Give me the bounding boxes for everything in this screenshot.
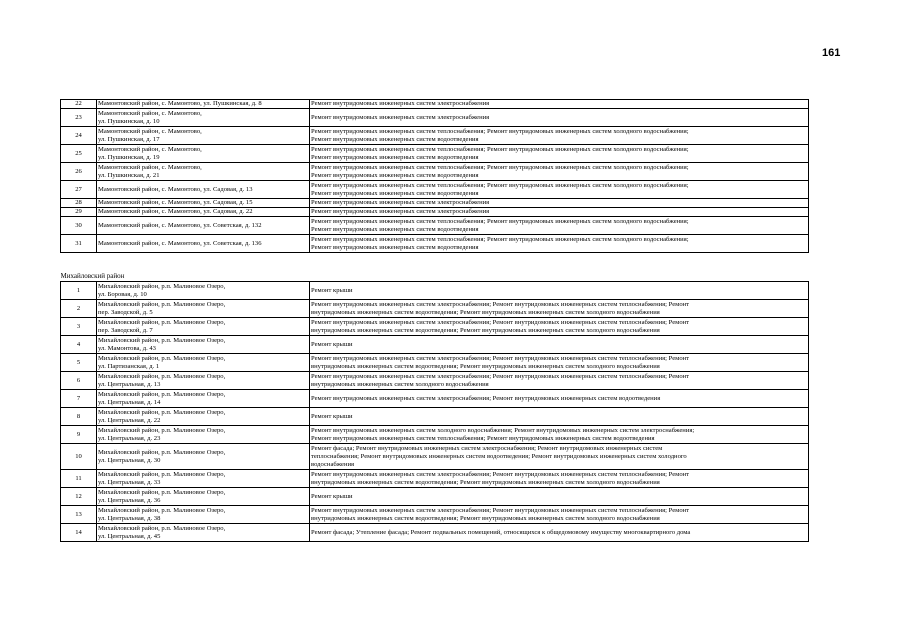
row-number: 30 [61, 217, 97, 235]
address-line: ул. Центральная, д. 36 [98, 496, 161, 504]
address-line: Михайловский район, р.п. Малиновое Озеро, [98, 488, 226, 496]
row-number: 7 [61, 390, 97, 408]
address-line: Михайловский район, р.п. Малиновое Озеро, [98, 282, 226, 290]
address-line: Михайловский район, р.п. Малиновое Озеро, [98, 448, 226, 456]
row-number: 12 [61, 488, 97, 506]
work-type-line: Ремонт крыши [311, 492, 353, 500]
work-type-line: Ремонт внутридомовых инженерных систем водоотведения [311, 225, 479, 233]
table-row [61, 506, 809, 524]
address-cell [97, 282, 310, 300]
address-line: Михайловский район, р.п. Малиновое Озеро, [98, 336, 226, 344]
row-number: 2 [61, 300, 97, 318]
row-number: 24 [61, 127, 97, 145]
work-types-cell [310, 318, 809, 336]
table-row [61, 372, 809, 390]
address-cell [97, 470, 310, 488]
address-line: Мамонтовский район, с. Мамонтово, ул. Советская, д. 132 [98, 221, 262, 229]
work-types-cell [310, 408, 809, 426]
work-types-cell [310, 127, 809, 145]
repair-register-table [60, 99, 809, 542]
table-row [61, 470, 809, 488]
work-types-cell [310, 208, 809, 217]
address-line: Мамонтовский район, с. Мамонтово, ул. Садовая, д. 13 [98, 185, 253, 193]
work-type-line: Ремонт внутридомовых инженерных систем водоотведения [311, 135, 479, 143]
row-number: 28 [61, 199, 97, 208]
work-types-cell [310, 390, 809, 408]
address-line: Михайловский район, р.п. Малиновое Озеро, [98, 300, 226, 308]
table-row [61, 408, 809, 426]
row-number: 10 [61, 444, 97, 470]
table-row [61, 145, 809, 163]
work-types-cell [310, 354, 809, 372]
address-cell [97, 488, 310, 506]
address-cell [97, 408, 310, 426]
row-number: 26 [61, 163, 97, 181]
table-row [61, 318, 809, 336]
work-types-cell [310, 524, 809, 542]
address-line: ул. Пушкинская, д. 10 [98, 117, 160, 125]
work-type-line: Ремонт внутридомовых инженерных систем электроснабжения [311, 199, 490, 206]
work-type-line: внутридомовых инженерных систем водоотведения; Ремонт внутридомовых инженерных систем холодного водоснабжения [311, 326, 660, 334]
work-type-line: Ремонт внутридомовых инженерных систем теплоснабжения; Ремонт внутридомовых инженерных систем холодного водоснабжения; [311, 235, 689, 243]
work-type-line: Ремонт крыши [311, 412, 353, 420]
work-types-cell [310, 217, 809, 235]
address-line: ул. Пушкинская, д. 19 [98, 153, 160, 161]
table-row [61, 181, 809, 199]
address-line: ул. Центральная, д. 45 [98, 532, 161, 540]
work-types-cell [310, 235, 809, 253]
address-line: ул. Боровая, д. 10 [98, 290, 147, 298]
work-type-line: Ремонт внутридомовых инженерных систем электроснабжения [311, 208, 490, 215]
row-number: 13 [61, 506, 97, 524]
address-cell [97, 145, 310, 163]
address-line: ул. Центральная, д. 13 [98, 380, 161, 388]
address-line: ул. Партизанская, д. 1 [98, 362, 160, 370]
table-row [61, 354, 809, 372]
address-line: ул. Мамонтова, д. 43 [98, 344, 156, 352]
work-type-line: Ремонт крыши [311, 340, 353, 348]
address-cell [97, 163, 310, 181]
work-type-line: внутридомовых инженерных систем водоотведения; Ремонт внутридомовых инженерных систем холодного водоснабжения [311, 514, 660, 522]
work-type-line: Ремонт внутридомовых инженерных систем электроснабжения; Ремонт внутридомовых инженерных систем теплоснабжения; Ремонт [311, 300, 690, 308]
address-cell [97, 300, 310, 318]
address-line: Мамонтовский район, с. Мамонтово, [98, 145, 202, 153]
address-cell [97, 390, 310, 408]
spacer-row [61, 253, 809, 271]
work-types-cell [310, 181, 809, 199]
address-line: Михайловский район, р.п. Малиновое Озеро, [98, 506, 226, 514]
work-type-line: Ремонт внутридомовых инженерных систем водоотведения [311, 153, 479, 161]
row-number: 22 [61, 100, 97, 109]
address-line: ул. Центральная, д. 22 [98, 416, 161, 424]
row-number: 5 [61, 354, 97, 372]
work-types-cell [310, 199, 809, 208]
district-name: Михайловский район [60, 271, 125, 280]
work-types-cell [310, 426, 809, 444]
table-row [61, 127, 809, 145]
page-number: 161 [822, 47, 841, 59]
table-row [61, 100, 809, 109]
table-row [61, 426, 809, 444]
work-types-cell [310, 444, 809, 470]
work-type-line: Ремонт внутридомовых инженерных систем электроснабжения [311, 113, 490, 121]
address-line: Мамонтовский район, с. Мамонтово, [98, 127, 202, 135]
table-row [61, 163, 809, 181]
table-row [61, 488, 809, 506]
address-line: ул. Центральная, д. 38 [98, 514, 161, 522]
work-type-line: Ремонт внутридомовых инженерных систем теплоснабжения; Ремонт внутридомовых инженерных систем холодного водоснабжения; [311, 127, 689, 135]
work-type-line: теплоснабжения; Ремонт внутридомовых инженерных систем водоотведения; Ремонт внутридомовых инженерных систем холодного [311, 452, 687, 460]
work-type-line: Ремонт внутридомовых инженерных систем теплоснабжения; Ремонт внутридомовых инженерных систем холодного водоснабжения; [311, 217, 689, 225]
address-line: ул. Пушкинская, д. 17 [98, 135, 160, 143]
address-line: Михайловский район, р.п. Малиновое Озеро, [98, 354, 226, 362]
address-line: Михайловский район, р.п. Малиновое Озеро, [98, 524, 226, 532]
table-row [61, 199, 809, 208]
address-cell [97, 506, 310, 524]
work-type-line: Ремонт фасада; Ремонт внутридомовых инженерных систем электроснабжения; Ремонт внутридомовых инженерных систем [311, 444, 663, 452]
spacer-cell [61, 253, 809, 271]
address-line: Мамонтовский район, с. Мамонтово, ул. Пушкинская, д. 8 [98, 100, 262, 107]
work-type-line: внутридомовых инженерных систем водоотведения; Ремонт внутридомовых инженерных систем холодного водоснабжения [311, 308, 660, 316]
address-line: Мамонтовский район, с. Мамонтово, ул. Советская, д. 136 [98, 239, 262, 247]
work-type-line: Ремонт фасада; Утепление фасада; Ремонт подвальных помещений, относящихся к общедомовому имуществу многоквартирного дома [311, 528, 691, 536]
row-number: 23 [61, 109, 97, 127]
work-type-line: Ремонт внутридомовых инженерных систем электроснабжения; Ремонт внутридомовых инженерных систем теплоснабжения; Ремонт [311, 354, 690, 362]
work-types-cell [310, 282, 809, 300]
work-type-line: Ремонт внутридомовых инженерных систем электроснабжения; Ремонт внутридомовых инженерных систем теплоснабжения; Ремонт [311, 470, 690, 478]
table-row [61, 524, 809, 542]
address-line: ул. Центральная, д. 14 [98, 398, 161, 406]
work-type-line: Ремонт внутридомовых инженерных систем водоотведения [311, 243, 479, 251]
address-cell [97, 235, 310, 253]
work-types-cell [310, 488, 809, 506]
row-number: 31 [61, 235, 97, 253]
address-cell [97, 208, 310, 217]
work-type-line: Ремонт внутридомовых инженерных систем водоотведения [311, 189, 479, 197]
table-row [61, 336, 809, 354]
row-number: 9 [61, 426, 97, 444]
work-type-line: водоснабжения [311, 460, 355, 468]
address-line: Мамонтовский район, с. Мамонтово, ул. Садовая, д. 15 [98, 199, 253, 206]
address-line: ул. Центральная, д. 30 [98, 456, 161, 464]
table-row [61, 235, 809, 253]
address-cell [97, 336, 310, 354]
row-number: 27 [61, 181, 97, 199]
address-cell [97, 444, 310, 470]
address-cell [97, 127, 310, 145]
work-type-line: Ремонт внутридомовых инженерных систем теплоснабжения; Ремонт внутридомовых инженерных систем холодного водоснабжения; [311, 163, 689, 171]
address-cell [97, 318, 310, 336]
table-row [61, 217, 809, 235]
table-row [61, 109, 809, 127]
table-row [61, 208, 809, 217]
table-row [61, 390, 809, 408]
work-type-line: внутридомовых инженерных систем холодного водоснабжения [311, 380, 489, 388]
work-types-cell [310, 145, 809, 163]
address-cell [97, 426, 310, 444]
address-cell [97, 109, 310, 127]
work-types-cell [310, 336, 809, 354]
work-type-line: Ремонт внутридомовых инженерных систем электроснабжения; Ремонт внутридомовых инженерных систем водоотведения [311, 394, 661, 402]
address-line: Михайловский район, р.п. Малиновое Озеро, [98, 470, 226, 478]
address-cell [97, 100, 310, 109]
address-line: пер. Заводской, д. 5 [98, 308, 153, 316]
work-type-line: Ремонт внутридомовых инженерных систем электроснабжения [311, 100, 490, 107]
address-cell [97, 372, 310, 390]
work-type-line: Ремонт внутридомовых инженерных систем электроснабжения; Ремонт внутридомовых инженерных систем теплоснабжения; Ремонт [311, 506, 690, 514]
address-line: Михайловский район, р.п. Малиновое Озеро, [98, 426, 226, 434]
table-row [61, 300, 809, 318]
address-line: ул. Центральная, д. 33 [98, 478, 161, 486]
row-number: 6 [61, 372, 97, 390]
address-line: Михайловский район, р.п. Малиновое Озеро, [98, 318, 226, 326]
row-number: 3 [61, 318, 97, 336]
work-type-line: Ремонт внутридомовых инженерных систем водоотведения [311, 171, 479, 179]
row-number: 8 [61, 408, 97, 426]
address-line: Михайловский район, р.п. Малиновое Озеро, [98, 372, 226, 380]
work-types-cell [310, 372, 809, 390]
row-number: 4 [61, 336, 97, 354]
work-type-line: Ремонт крыши [311, 286, 353, 294]
work-type-line: Ремонт внутридомовых инженерных систем теплоснабжения; Ремонт внутридомовых инженерных систем холодного водоснабжения; [311, 145, 689, 153]
work-types-cell [310, 470, 809, 488]
address-line: Мамонтовский район, с. Мамонтово, ул. Садовая, д. 22 [98, 208, 253, 215]
work-type-line: внутридомовых инженерных систем водоотведения; Ремонт внутридомовых инженерных систем холодного водоснабжения [311, 478, 660, 486]
district-header-row [61, 270, 809, 282]
table-row [61, 444, 809, 470]
address-line: Мамонтовский район, с. Мамонтово, [98, 109, 202, 117]
address-line: ул. Центральная, д. 23 [98, 434, 161, 442]
address-cell [97, 354, 310, 372]
work-type-line: Ремонт внутридомовых инженерных систем холодного водоснабжения; Ремонт внутридомовых инженерных систем электроснабжения; [311, 426, 695, 434]
row-number: 14 [61, 524, 97, 542]
address-line: Михайловский район, р.п. Малиновое Озеро, [98, 408, 226, 416]
work-type-line: Ремонт внутридомовых инженерных систем теплоснабжения; Ремонт внутридомовых инженерных систем водоотведения [311, 434, 655, 442]
address-line: ул. Пушкинская, д. 21 [98, 171, 160, 179]
work-types-cell [310, 100, 809, 109]
work-type-line: Ремонт внутридомовых инженерных систем теплоснабжения; Ремонт внутридомовых инженерных систем холодного водоснабжения; [311, 181, 689, 189]
row-number: 1 [61, 282, 97, 300]
address-line: Михайловский район, р.п. Малиновое Озеро, [98, 390, 226, 398]
row-number: 11 [61, 470, 97, 488]
row-number: 29 [61, 208, 97, 217]
address-cell [97, 217, 310, 235]
address-line: пер. Заводской, д. 7 [98, 326, 153, 334]
work-types-cell [310, 109, 809, 127]
work-type-line: Ремонт внутридомовых инженерных систем электроснабжения; Ремонт внутридомовых инженерных систем теплоснабжения; Ремонт [311, 372, 690, 380]
work-type-line: Ремонт внутридомовых инженерных систем электроснабжения; Ремонт внутридомовых инженерных систем теплоснабжения; Ремонт [311, 318, 690, 326]
address-cell [97, 181, 310, 199]
table-row [61, 282, 809, 300]
row-number: 25 [61, 145, 97, 163]
work-types-cell [310, 300, 809, 318]
address-cell [97, 199, 310, 208]
work-type-line: внутридомовых инженерных систем водоотведения; Ремонт внутридомовых инженерных систем холодного водоснабжения [311, 362, 660, 370]
address-line: Мамонтовский район, с. Мамонтово, [98, 163, 202, 171]
work-types-cell [310, 506, 809, 524]
work-types-cell [310, 163, 809, 181]
address-cell [97, 524, 310, 542]
table-body [61, 100, 809, 542]
